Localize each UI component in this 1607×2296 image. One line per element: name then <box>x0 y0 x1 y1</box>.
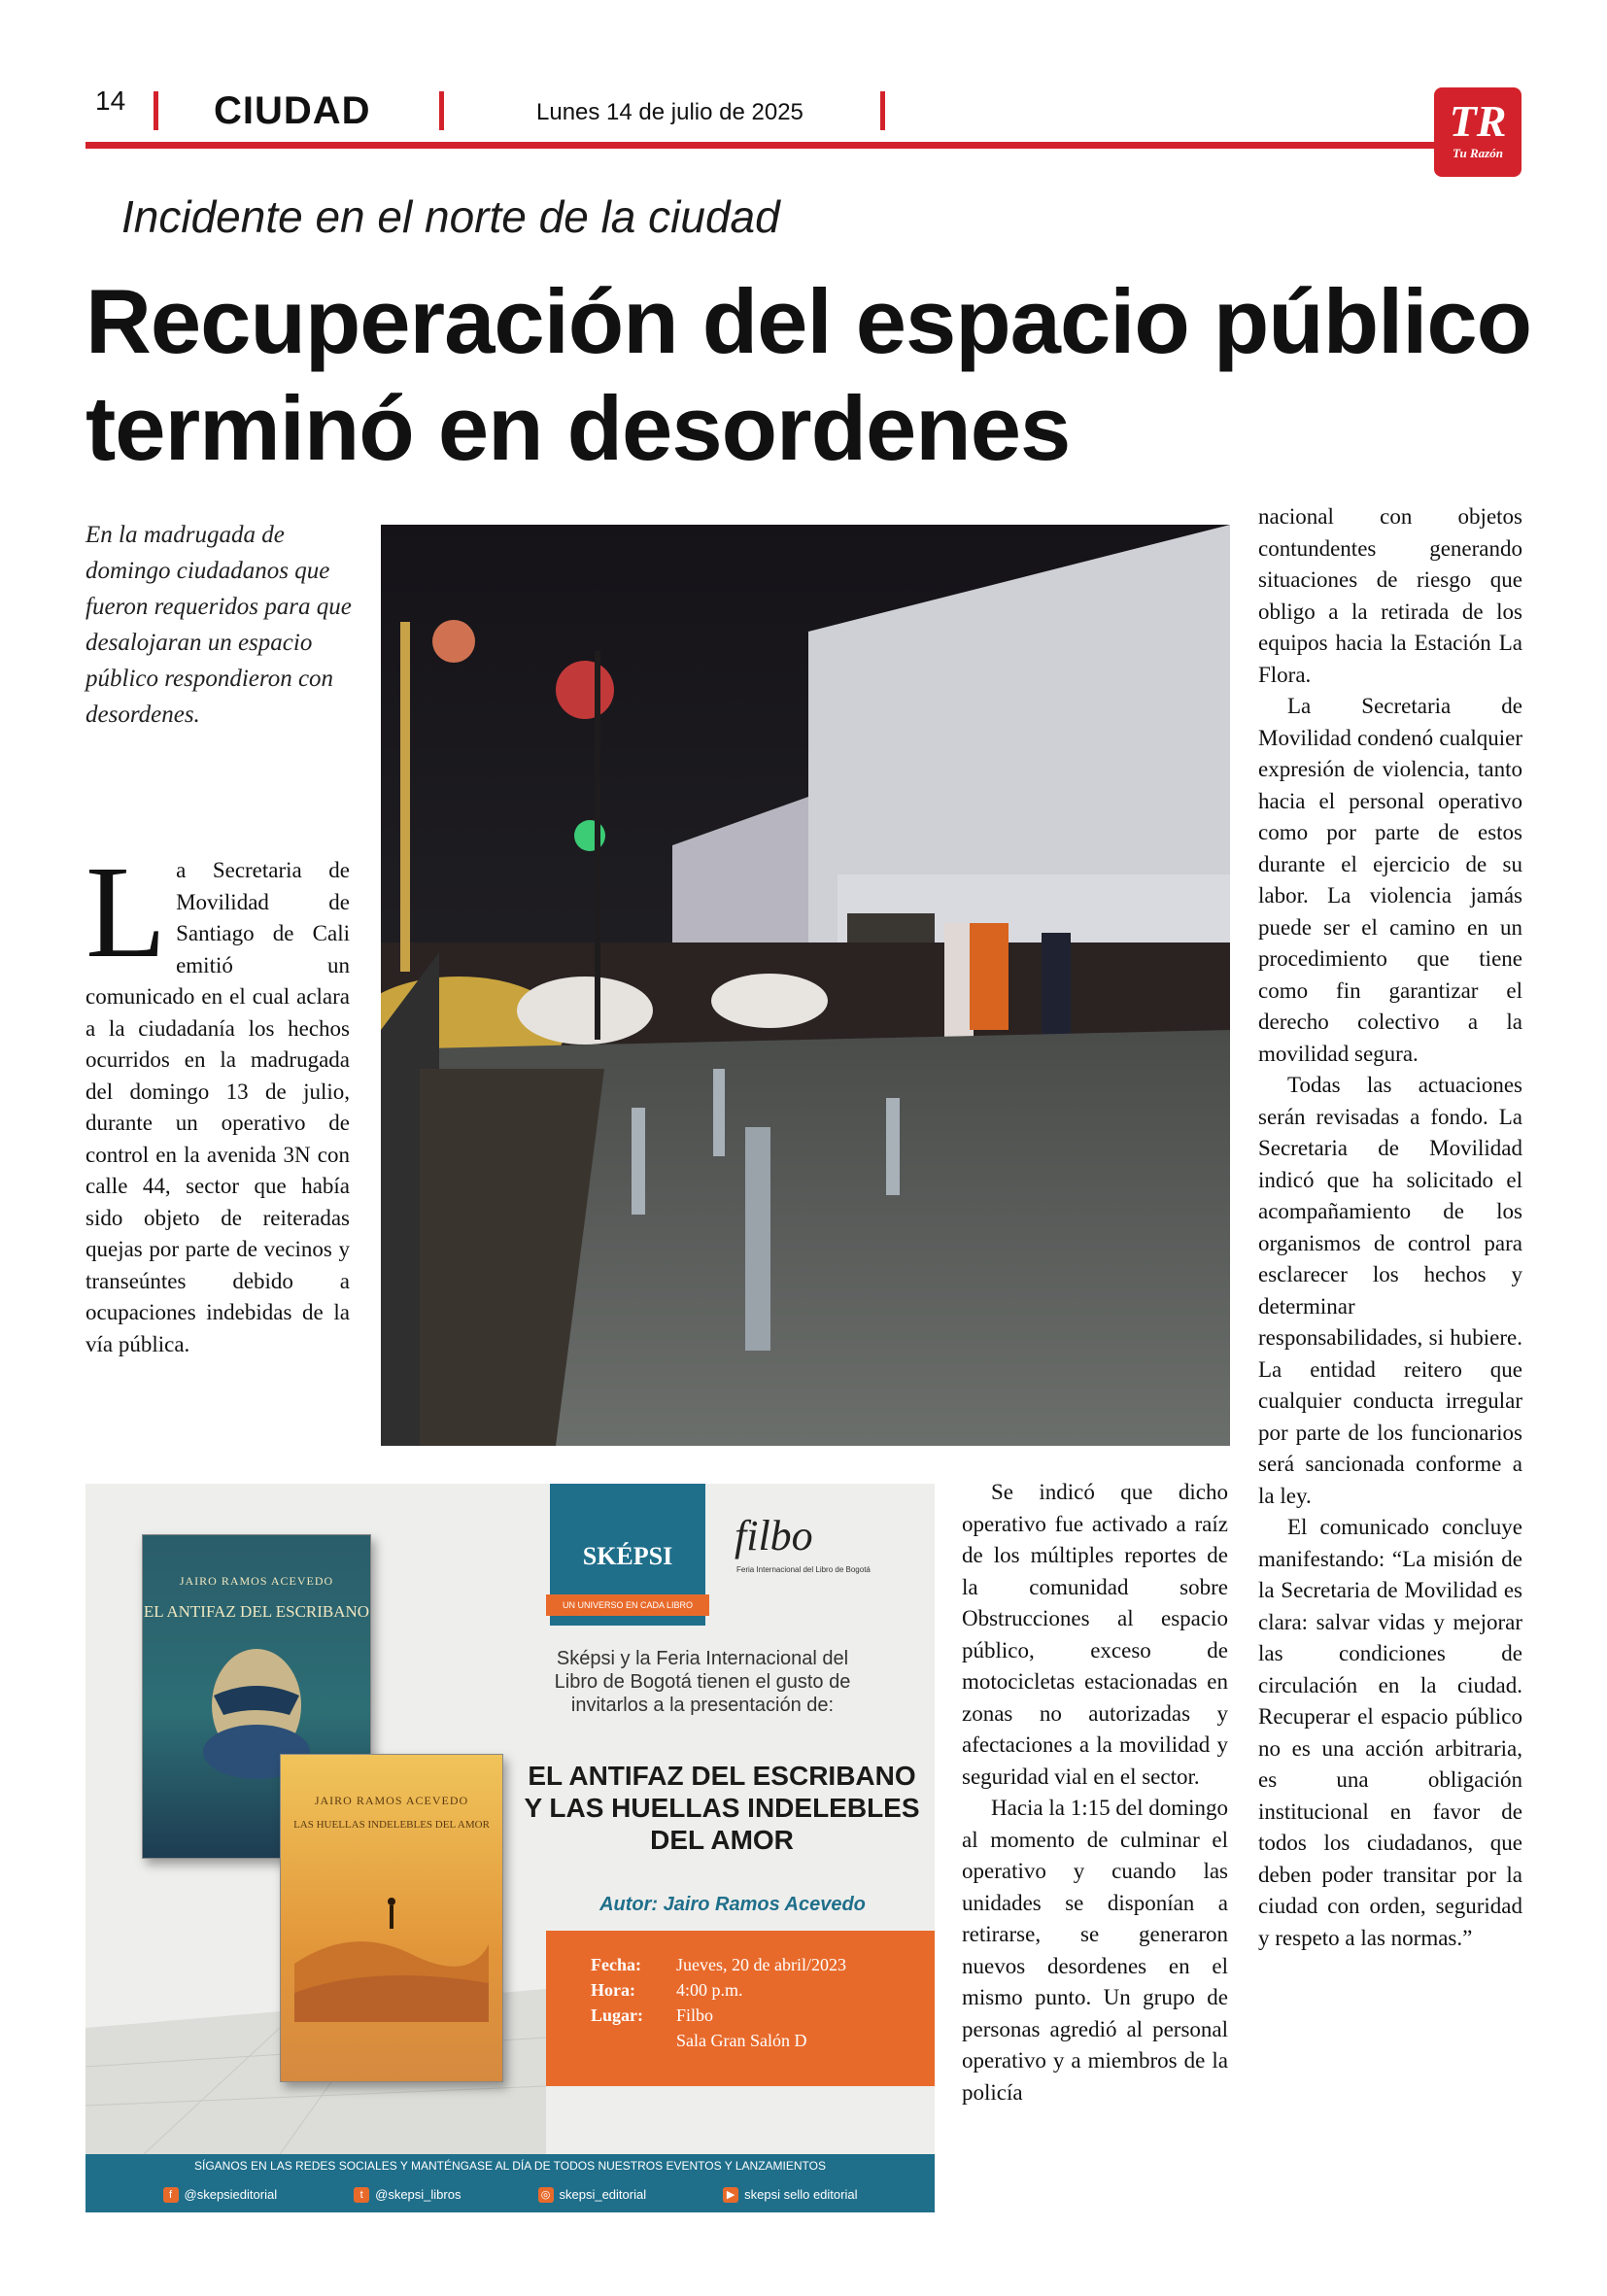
place-value: Filbo <box>676 2005 714 2025</box>
social-facebook: f @skepsieditorial <box>163 2187 278 2204</box>
drop-cap: L <box>85 840 167 985</box>
article-paragraph: La Secretaria de Movilidad condenó cualquier expresión de violencia, tanto hacia el personal operativo como por parte de estos durante el ejercicio de su labor. La violencia jamás puede ser el camino en un procedimiento que tiene como fin garantizar el derecho colectivo a la movilidad segura. <box>1258 694 1522 1066</box>
header-rule <box>85 142 1490 149</box>
section-title: CIUDAD <box>214 89 371 132</box>
book-cover-huellas <box>280 1754 503 2082</box>
article-headline: Recuperación del espacio público terminó en desordenes <box>85 270 1532 479</box>
skepsi-tagline: UN UNIVERSO EN CADA LIBRO <box>546 1594 709 1616</box>
book-title: EL ANTIFAZ DEL ESCRIBANO <box>143 1602 370 1621</box>
article-column-4 <box>1258 501 1522 1954</box>
header-divider <box>439 91 444 130</box>
instagram-icon: ◎ <box>538 2187 554 2203</box>
youtube-icon: ▶ <box>723 2187 738 2203</box>
article-column-3 <box>962 1477 1228 2108</box>
article-paragraph <box>85 840 350 1360</box>
date-value: Jueves, 20 de abril/2023 <box>676 1955 846 1974</box>
article-lead: En la madrugada de domingo ciudadanos que fueron requeridos para que desalojaran un espacio público respondieron con desordenes. <box>85 522 352 728</box>
article-paragraph: Hacia la 1:15 del domingo al momento de culminar el operativo y cuando las unidades se disponían a retirarse, se generaron nuevos desordenes en el mismo punto. Un grupo de personas agredió al personal operativo y a miembros de la policía <box>962 1796 1228 2105</box>
issue-date: Lunes 14 de julio de 2025 <box>536 99 804 125</box>
book-author: JAIRO RAMOS ACEVEDO <box>314 1794 469 1807</box>
twitter-icon: t <box>354 2187 369 2203</box>
place-detail: Sala Gran Salón D <box>676 2031 807 2050</box>
ad-follow-banner: SÍGANOS EN LAS REDES SOCIALES Y MANTÉNGASE AL DÍA DE TODOS NUESTROS EVENTOS Y LANZAMIENTOS <box>85 2154 935 2177</box>
event-details <box>546 1931 935 2086</box>
header-divider <box>880 91 885 130</box>
ad-book-titles: EL ANTIFAZ DEL ESCRIBANO Y LAS HUELLAS INDELEBLES DEL AMOR <box>524 1761 920 1855</box>
article-column-1 <box>85 840 350 1360</box>
newspaper-logo <box>1434 87 1522 177</box>
article-paragraph: nacional con objetos contundentes generando situaciones de riesgo que obligo a la retirada de los equipos hacia la Estación La Flora. <box>1258 504 1522 687</box>
facebook-icon: f <box>163 2187 179 2203</box>
social-instagram: ◎ skepsi_editorial <box>538 2187 647 2204</box>
skepsi-name: SKÉPSI <box>582 1542 673 1570</box>
book-presentation-ad <box>85 1484 935 2212</box>
article-paragraph: Todas las actuaciones serán revisadas a fondo. La Secretaria de Movilidad indicó que ha solicitado el acompañamiento de los organismos de control para esclarecer los hechos y determinar responsabilidades, si hubiere. La entidad reitero que cualquier conducta irregular por parte de los funcionarios será sancionada conforme a la ley. <box>1258 1073 1522 1508</box>
filbo-logo: filbo <box>735 1512 813 1559</box>
filbo-subtitle: Feria Internacional del Libro de Bogotá <box>736 1565 871 1574</box>
time-label: Hora: <box>591 1980 635 2000</box>
social-twitter: t @skepsi_libros <box>354 2187 461 2204</box>
ad-author: Autor: Jairo Ramos Acevedo <box>599 1894 866 1915</box>
page-number: 14 <box>95 86 126 116</box>
article-kicker: Incidente en el norte de la ciudad <box>121 191 780 242</box>
header-divider <box>154 91 158 130</box>
date-label: Fecha: <box>591 1955 641 1974</box>
article-paragraph: Se indicó que dicho operativo fue activado a raíz de los múltiples reportes de la comunidad sobre Obstrucciones al espacio público, exceso de motocicletas estacionadas en zonas no autorizadas y afectaciones a la movilidad y seguridad vial en el sector. <box>962 1480 1228 1789</box>
book-author: JAIRO RAMOS ACEVEDO <box>179 1574 334 1588</box>
logo-letters: TR <box>1449 96 1507 146</box>
article-paragraph: El comunicado concluye manifestando: “La misión de la Secretaria de Movilidad es clara: salvar vidas y mejorar las condiciones de circulación en la ciudad. Recuperar el espacio público no es una acción arbitraria, es una obligación institucional en favor de todos los ciudadanos, que deben poder transitar por la ciudad con orden, seguridad y respeto a las normas.” <box>1258 1515 1522 1950</box>
book-title: LAS HUELLAS INDELEBLES DEL AMOR <box>293 1819 490 1831</box>
ad-intro-text: Sképsi y la Feria Internacional del Libro de Bogotá tienen el gusto de invitarlos a la presentación de: <box>554 1648 851 1716</box>
place-label: Lugar: <box>591 2005 643 2025</box>
logo-name: Tu Razón <box>1453 146 1503 160</box>
paragraph-text: a Secretaria de Movilidad de Santiago de Cali emitió un comunicado en el cual aclara a la ciudadanía los hechos ocurridos en la madrugada del domingo 13 de julio, durante un operativo de control en la avenida 3N con calle 44, sector que había sido objeto de reiteradas quejas por parte de vecinos y transeúntes debido a ocupaciones indebidas de la vía pública. <box>85 858 350 1356</box>
social-youtube: ▶ skepsi sello editorial <box>723 2187 857 2204</box>
ad-social-bar <box>85 2177 935 2212</box>
time-value: 4:00 p.m. <box>676 1980 743 2000</box>
article-photo <box>381 525 1230 1446</box>
